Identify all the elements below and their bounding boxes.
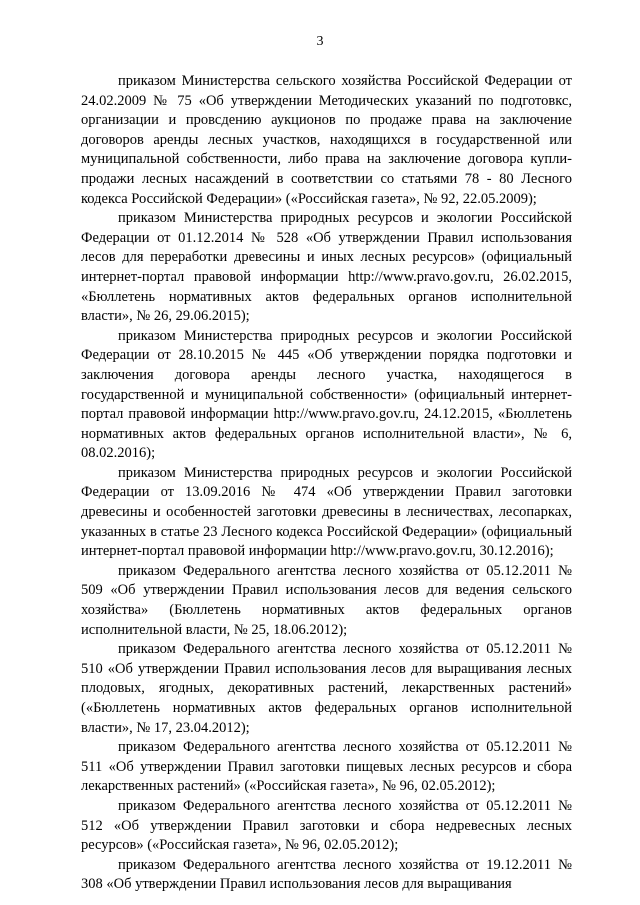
paragraph-order-mpr-528: приказом Министерства природных ресурсов и экологии Российской Федерации от 01.12.2014 № 528 «Об утверждении Правил использования лесов для переработки древесины и иных лесных ресурсов» (официальный интернет-портал правовой информации http://www.pravo.gov.ru, 26.02.2015, «Бюллетень нормативных актов федеральных органов исполнительной власти», № 26, 29.06.2015); [81,210,572,325]
paragraph-order-rosleshoz-512: приказом Федерального агентства лесного хозяйства от 05.12.2011 № 512 «Об утверждении Правил заготовки и сбора недревесных лесных ресурсов» («Российская газета», № 96, 02.05.2012); [81,797,572,854]
document-body [81,72,572,895]
paragraph-order-rosleshoz-510: приказом Федерального агентства лесного хозяйства от 05.12.2011 № 510 «Об утверждении Правил использования лесов для выращивания лесных плодовых, ягодных, декоративных растений, лекарственных растений» («Бюллетень нормативных актов федеральных органов исполнительной власти», № 17, 23.04.2012); [81,641,572,736]
paragraph-order-mcx-75: приказом Министерства сельского хозяйства Российской Федерации от 24.02.2009 № 75 «Об утверждении Методических указаний по подготовкс, организации и провсдению аукционов по продаже права на заключение договоров аренды лесных участков, находящихся в государственной или муниципальной собственности, либо права на заключение договора купли-продажи лесных насаждений в соответствии со статьями 78 - 80 Лесного кодекса Российской Федерации» («Российская газета», № 92, 22.05.2009); [81,73,572,207]
page-number: 3 [316,34,324,49]
paragraph-order-rosleshoz-308: приказом Федерального агентства лесного хозяйства от 19.12.2011 № 308 «Об утверждении Правил использования лесов для выращивания [81,856,572,893]
paragraph-order-mpr-474: приказом Министерства природных ресурсов и экологии Российской Федерации от 13.09.2016 № 474 «Об утверждении Правил заготовки древесины и особенностей заготовки древесины в лесничествах, лесопарках, указанных в статье 23 Лесного кодекса Российской Федерации» (официальный интернет-портал правовой информации http://www.pravo.gov.ru, 30.12.2016); [81,464,572,560]
paragraph-order-mpr-445: приказом Министерства природных ресурсов и экологии Российской Федерации от 28.10.2015 № 445 «Об утверждении порядка подготовки и заключения договора аренды лесного участка, находящегося в государственной и муниципальной собственности» (официальный интернет-портал правовой информации http://www.pravo.gov.ru, 24.12.2015, «Бюллетень нормативных актов федеральных органов исполнительной власти», № 6, 08.02.2016); [81,327,572,462]
paragraph-order-rosleshoz-509: приказом Федерального агентства лесного хозяйства от 05.12.2011 № 509 «Об утверждении Правил использования лесов для ведения сельского хозяйства» (Бюллетень нормативных актов федеральных органов исполнительной власти, № 25, 18.06.2012); [81,562,572,638]
paragraph-order-rosleshoz-511: приказом Федерального агентства лесного хозяйства от 05.12.2011 № 511 «Об утверждении Правил заготовки пищевых лесных ресурсов и сбора лекарственных растений» («Российская газета», № 96, 02.05.2012); [81,739,572,795]
